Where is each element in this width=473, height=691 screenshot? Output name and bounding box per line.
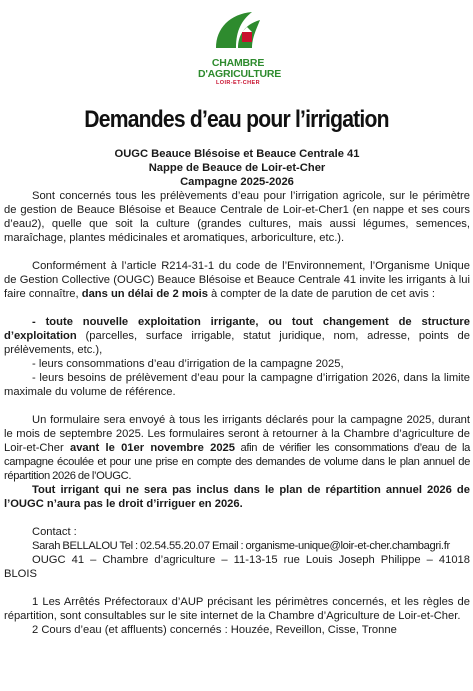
list-item-needs: - leurs besoins de prélèvement d’eau pour la campagne d’irrigation 2026, dans la limite maximale du volume de référence. [4,372,470,398]
paragraph-form [4,413,470,483]
paragraph-article-end: à compter de la date de parution de cet avis : [207,288,435,300]
contact-label: Contact : [32,526,77,538]
page-title: Demandes d’eau pour l’irrigation [84,106,389,133]
logo-line1: CHAMBRE [211,57,265,69]
subtitle-line1: OUGC Beauce Blésoise et Beauce Centrale 41 [114,148,360,160]
footnote-1: 1 Les Arrêtés Préfectoraux d’AUP précisant les périmètres concernés, et les règles de répartition, sont consultables sur le site internet de la Chambre d’Agriculture de Loir-et-Cher. [4,596,470,622]
deadline-highlight: dans un délai de 2 mois [81,288,208,300]
notice-body [4,147,470,637]
return-deadline-highlight: avant le 01er novembre 2025 [69,442,236,454]
chambre-agriculture-logo-icon [212,8,264,54]
footnote-2: 2 Cours d’eau (et affluents) concernés : Houzée, Reveillon, Cisse, Tronne [32,624,397,636]
paragraph-article-text: Conformément à l’article R214-31-1 du code de l’Environnement, l’Organisme Unique de Gestion Collective (OUGC) Beauce Blésoise et Beauce Centrale 41 invite les irrigants à lui faire connaître, [4,260,470,300]
subtitle-line3: Campagne 2025-2026 [180,176,294,188]
logo-line3: LOIR-ET-CHER [216,80,260,86]
paragraph-concerned: Sont concernés tous les prélèvements d’eau pour l’irrigation agricole, sur le périmètre de gestion de Beauce Blésoise et Beauce Centrale de Loir-et-Cher1 (en nappe et ses cours d’eau2), quelle que soit la culture (grandes cultures, mais aussi légumes, semences, maraîchage, plantes médicinales et aromatiques, arboriculture, etc.). [4,190,470,244]
list-item-structure-bold: - toute nouvelle exploitation irrigante, ou tout changement de structure d’exploitation [4,316,470,342]
contact-line2: OUGC 41 – Chambre d’agriculture – 11-13-15 rue Louis Joseph Philippe – 41018 BLOIS [4,554,470,580]
paragraph-form-text: Un formulaire sera envoyé à tous les irrigants déclarés pour la campagne 2025, durant le mois de septembre 2025. Les formulaires seront à retourner à la Chambre d’agriculture de Loir-et-Cher [4,414,470,454]
subtitle-line2: Nappe de Beauce de Loir-et-Cher [148,162,326,174]
list-item-consumption: - leurs consommations d’eau d’irrigation de la campagne 2025, [32,358,344,370]
list-item-structure [4,315,470,357]
paragraph-article [4,259,470,301]
chambre-agriculture-logo [198,8,282,92]
list-item-structure-rest: (parcelles, surface irrigable, statut juridique, nom, adresse, points de prélèvements, etc.), [4,330,470,356]
logo-line2: D'AGRICULTURE [198,68,282,80]
contact-line1: Sarah BELLALOU Tel : 02.54.55.20.07 Email : organisme-unique@loir-et-cher.chambagri.fr [32,540,450,552]
warning-text [4,483,470,511]
paragraph-form-end: afin de vérifier les consommations d’eau de la campagne écoulée et pour une prise en compte des demandes de volume dans le plan annuel de répartition 2026 de l’OUGC. [4,442,470,482]
warning-bold: Tout irrigant qui ne sera pas inclus dans le plan de répartition annuel 2026 de l’OUGC n’aura pas le droit d’irriguer en 2026. [4,484,470,510]
